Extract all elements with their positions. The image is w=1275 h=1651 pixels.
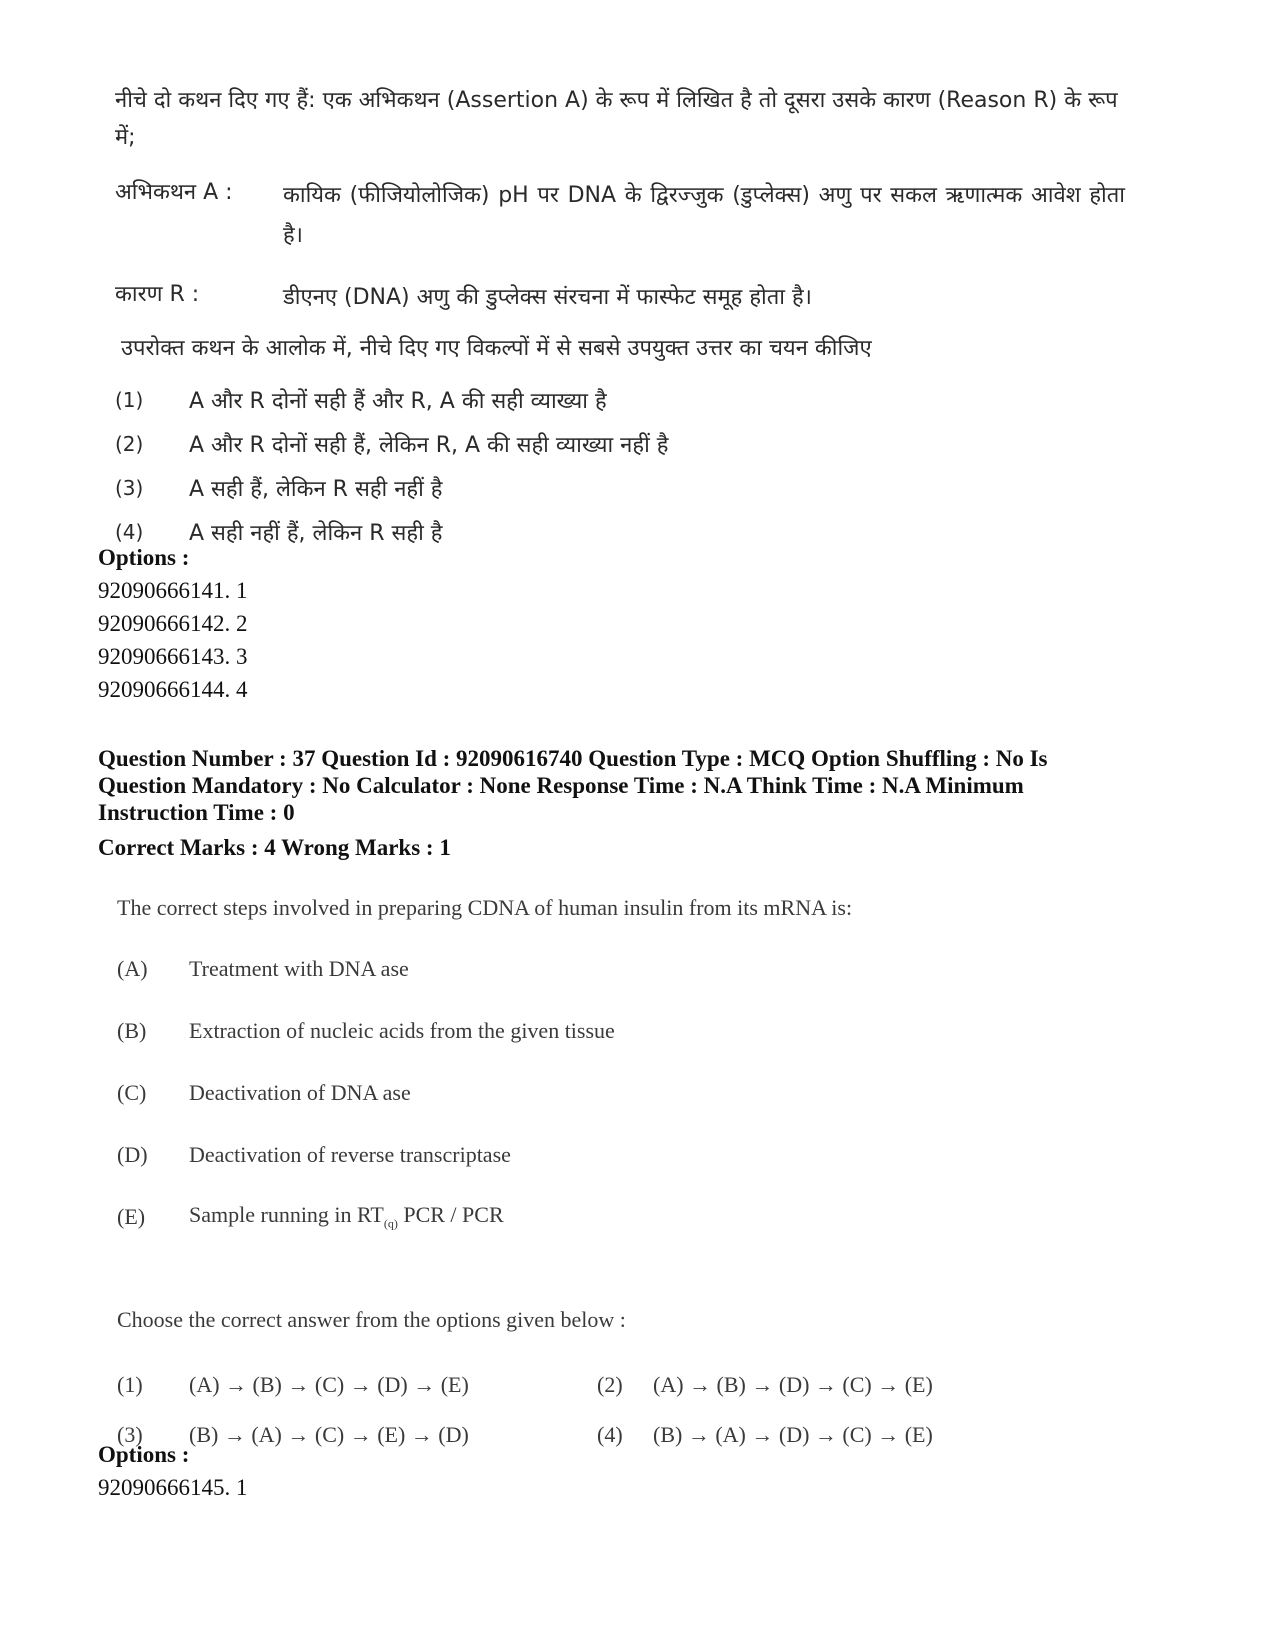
- choice-number: (3): [115, 476, 144, 500]
- step-item: [117, 1124, 1127, 1186]
- step-text-subscript: (q): [383, 1216, 398, 1231]
- answer-number: (4): [597, 1422, 623, 1447]
- step-item: [117, 938, 1127, 1000]
- option-line: 92090666143. 3: [98, 644, 248, 669]
- reason-text: डीएनए (DNA) अणु की डुप्लेक्स संरचना में फास्फेट समूह होता है।: [283, 285, 812, 310]
- choice-item: [115, 466, 1125, 510]
- choice-list: [115, 378, 1125, 554]
- choose-instruction: Choose the correct answer from the options given below :: [117, 1307, 626, 1332]
- question-37-meta: [98, 745, 1048, 826]
- choice-number: (1): [115, 388, 144, 412]
- answer-sequence: (A) → (B) → (D) → (C) → (E): [653, 1372, 933, 1397]
- meta-line: Question Number : 37 Question Id : 92090616740 Question Type : MCQ Option Shuffling : No Is: [98, 746, 1048, 771]
- choice-number: (2): [115, 432, 144, 456]
- option-line: 92090666141. 1: [98, 578, 248, 603]
- step-key: (B): [117, 1018, 147, 1043]
- meta-line: Instruction Time : 0: [98, 800, 295, 825]
- question-intro: नीचे दो कथन दिए गए हैं: एक अभिकथन (Assertion A) के रूप में लिखित है तो दूसरा उसके कारण (Reason R) के रूप में;: [115, 88, 1118, 150]
- step-item: [117, 1062, 1127, 1124]
- answer-number: (2): [597, 1372, 623, 1397]
- meta-line: Question Mandatory : No Calculator : None Response Time : N.A Think Time : N.A Minimum: [98, 773, 1024, 798]
- answer-number: (3): [117, 1422, 143, 1447]
- choice-number: (4): [115, 520, 144, 544]
- step-text: Treatment with DNA ase: [189, 956, 409, 981]
- answer-row: [117, 1410, 1127, 1460]
- step-item: [117, 1000, 1127, 1062]
- option-line: 92090666145. 1: [98, 1475, 248, 1500]
- step-text: Deactivation of reverse transcriptase: [189, 1142, 511, 1167]
- options-block-q36: [98, 541, 248, 706]
- choose-instruction: उपरोक्त कथन के आलोक में, नीचे दिए गए विकल्पों में से सबसे उपयुक्त उत्तर का चयन कीजिए: [121, 336, 872, 361]
- step-text: Extraction of nucleic acids from the given tissue: [189, 1018, 615, 1043]
- question-37-image: [117, 890, 1127, 1460]
- question-stem: The correct steps involved in preparing CDNA of human insulin from its mRNA is:: [117, 895, 853, 920]
- step-text: [189, 1202, 504, 1231]
- reason-label: कारण R :: [115, 282, 200, 307]
- choice-text: A सही नहीं हैं, लेकिन R सही है: [189, 521, 443, 546]
- question-36-image: [115, 82, 1125, 554]
- step-key: (D): [117, 1142, 148, 1167]
- step-key: (A): [117, 956, 148, 981]
- step-item: [117, 1186, 1127, 1248]
- answer-grid: [117, 1360, 1127, 1460]
- option-line: 92090666144. 4: [98, 677, 248, 702]
- reason-row: [115, 278, 1125, 318]
- answer-sequence: (A) → (B) → (C) → (D) → (E): [189, 1372, 469, 1397]
- choice-item: [115, 510, 1125, 554]
- answer-row: [117, 1360, 1127, 1410]
- options-heading: Options :: [98, 545, 190, 570]
- step-text-tail: PCR / PCR: [397, 1202, 504, 1228]
- option-line: 92090666142. 2: [98, 611, 248, 636]
- choice-text: A सही हैं, लेकिन R सही नहीं है: [189, 477, 443, 502]
- step-list: [117, 938, 1127, 1248]
- choice-text: A और R दोनों सही हैं, लेकिन R, A की सही व्याख्या नहीं है: [189, 433, 669, 458]
- assertion-row: [115, 176, 1125, 256]
- assertion-label: अभिकथन A :: [115, 180, 233, 205]
- step-key: (E): [117, 1204, 146, 1229]
- step-text-main: Sample running in RT: [189, 1202, 384, 1228]
- answer-sequence: (B) → (A) → (C) → (E) → (D): [189, 1422, 469, 1447]
- options-heading: Options :: [98, 1442, 190, 1467]
- choice-item: [115, 378, 1125, 422]
- choice-item: [115, 422, 1125, 466]
- choice-text: A और R दोनों सही हैं और R, A की सही व्याख्या है: [189, 389, 607, 414]
- answer-sequence: (B) → (A) → (D) → (C) → (E): [653, 1422, 933, 1447]
- options-block-q37: [98, 1438, 248, 1504]
- step-text: Deactivation of DNA ase: [189, 1080, 411, 1105]
- marks-line: Correct Marks : 4 Wrong Marks : 1: [98, 835, 451, 860]
- assertion-text: कायिक (फीजियोलोजिक) pH पर DNA के द्विरज्जुक (डुप्लेक्स) अणु पर सकल ऋणात्मक आवेश होता है।: [283, 183, 1125, 248]
- step-key: (C): [117, 1080, 147, 1105]
- answer-number: (1): [117, 1372, 143, 1397]
